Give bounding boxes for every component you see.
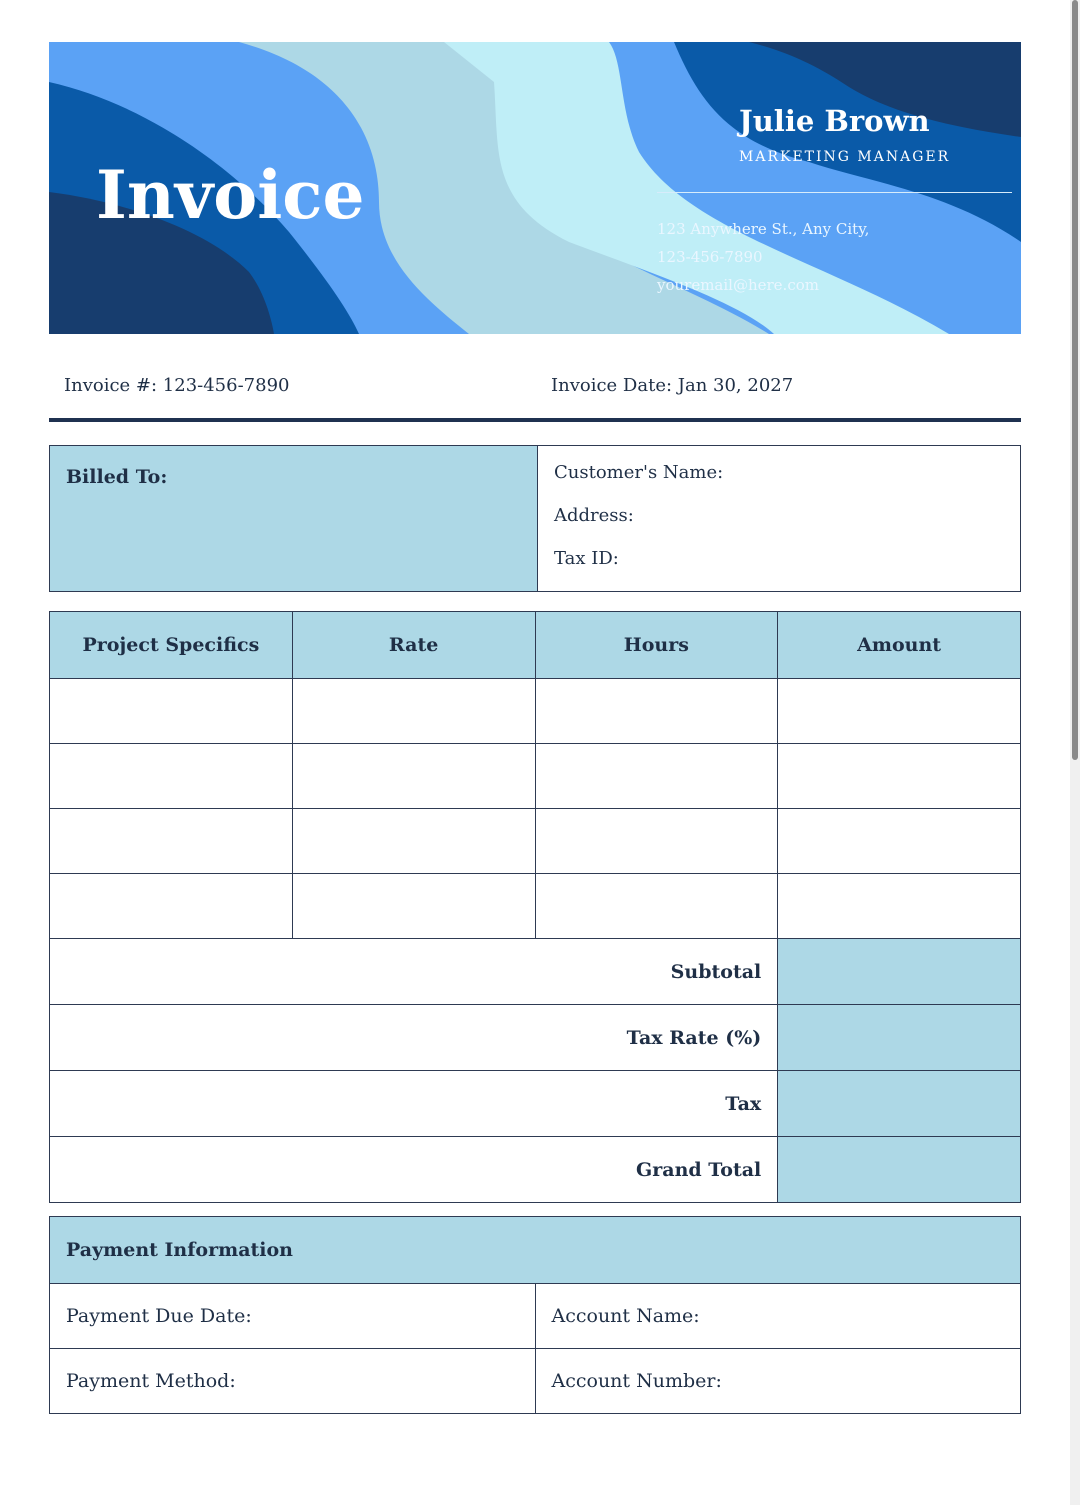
account-name-field[interactable]: Account Name: bbox=[535, 1284, 1021, 1349]
column-header: Amount bbox=[778, 612, 1021, 679]
tax-id-field[interactable]: Tax ID: bbox=[554, 548, 619, 569]
items-header-row bbox=[50, 612, 1021, 679]
payment-method-field[interactable]: Payment Method: bbox=[50, 1349, 536, 1414]
sender-email: youremail@here.com bbox=[657, 276, 819, 294]
invoice-date: Invoice Date: Jan 30, 2027 bbox=[551, 375, 794, 396]
invoice-number: Invoice #: 123-456-7890 bbox=[64, 375, 290, 396]
tax-rate-label: Tax Rate (%) bbox=[50, 1005, 778, 1071]
grand-total-label: Grand Total bbox=[50, 1137, 778, 1203]
table-row bbox=[50, 679, 1021, 744]
grand-total-row bbox=[50, 1137, 1021, 1203]
billed-to-fields bbox=[538, 446, 1021, 592]
items-table bbox=[49, 611, 1021, 1203]
sender-phone: 123-456-7890 bbox=[657, 248, 763, 266]
sender-address: 123 Anywhere St., Any City, bbox=[657, 220, 870, 238]
table-cell[interactable] bbox=[535, 679, 778, 744]
payment-title: Payment Information bbox=[50, 1217, 1021, 1284]
table-row bbox=[50, 809, 1021, 874]
table-cell[interactable] bbox=[535, 874, 778, 939]
table-cell[interactable] bbox=[778, 874, 1021, 939]
table-cell[interactable] bbox=[778, 809, 1021, 874]
table-cell[interactable] bbox=[778, 744, 1021, 809]
column-header: Project Specifics bbox=[50, 612, 293, 679]
tax-label: Tax bbox=[50, 1071, 778, 1137]
subtotal-value[interactable] bbox=[778, 939, 1021, 1005]
address-field[interactable]: Address: bbox=[554, 505, 634, 526]
table-row bbox=[50, 874, 1021, 939]
sender-name: Julie Brown bbox=[739, 104, 930, 138]
customer-name-field[interactable]: Customer's Name: bbox=[554, 462, 724, 483]
table-cell[interactable] bbox=[292, 874, 535, 939]
scrollbar-thumb[interactable] bbox=[1072, 0, 1078, 760]
payment-table bbox=[49, 1216, 1021, 1414]
table-cell[interactable] bbox=[535, 744, 778, 809]
payment-due-date-field[interactable]: Payment Due Date: bbox=[50, 1284, 536, 1349]
column-header: Rate bbox=[292, 612, 535, 679]
header-banner bbox=[49, 42, 1021, 334]
table-cell[interactable] bbox=[50, 744, 293, 809]
table-row bbox=[50, 744, 1021, 809]
sender-role: MARKETING MANAGER bbox=[739, 149, 951, 165]
grand-total-value[interactable] bbox=[778, 1137, 1021, 1203]
table-cell[interactable] bbox=[292, 679, 535, 744]
table-cell[interactable] bbox=[292, 744, 535, 809]
table-cell[interactable] bbox=[292, 809, 535, 874]
subtotal-row bbox=[50, 939, 1021, 1005]
billed-to-label: Billed To: bbox=[50, 446, 538, 592]
section-rule bbox=[49, 418, 1021, 422]
invoice-title: Invoice bbox=[96, 156, 365, 234]
tax-row bbox=[50, 1071, 1021, 1137]
subtotal-label: Subtotal bbox=[50, 939, 778, 1005]
table-cell[interactable] bbox=[535, 809, 778, 874]
column-header: Hours bbox=[535, 612, 778, 679]
table-cell[interactable] bbox=[50, 874, 293, 939]
account-number-field[interactable]: Account Number: bbox=[535, 1349, 1021, 1414]
billed-to-table bbox=[49, 445, 1021, 592]
table-cell[interactable] bbox=[50, 809, 293, 874]
table-cell[interactable] bbox=[778, 679, 1021, 744]
tax-rate-value[interactable] bbox=[778, 1005, 1021, 1071]
table-cell[interactable] bbox=[50, 679, 293, 744]
tax-rate-row bbox=[50, 1005, 1021, 1071]
header-divider bbox=[657, 192, 1012, 193]
tax-value[interactable] bbox=[778, 1071, 1021, 1137]
